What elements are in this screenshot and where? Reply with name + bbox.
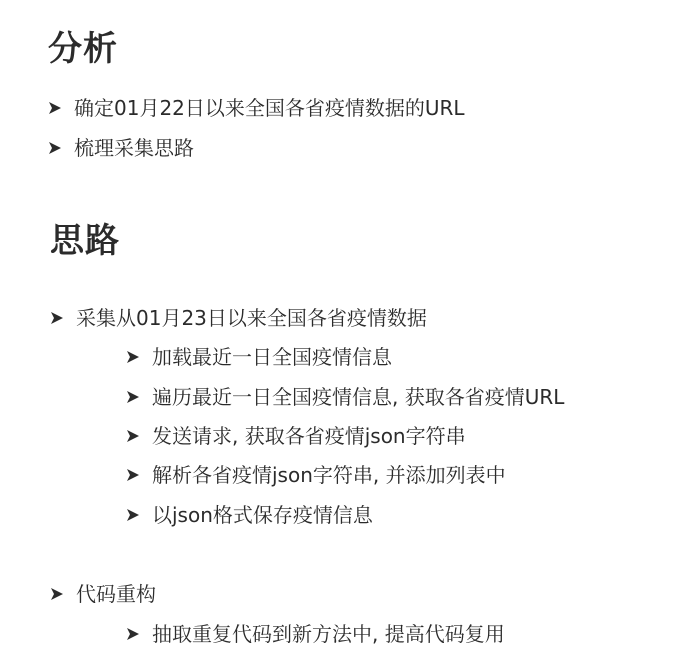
arrow-right-icon	[126, 350, 140, 364]
sub-list-item	[126, 385, 564, 409]
sub-list-item	[126, 345, 392, 369]
list-item	[50, 306, 427, 330]
arrow-right-icon	[126, 429, 140, 443]
arrow-right-icon	[50, 587, 64, 601]
section-title-analysis: 分析	[48, 29, 118, 69]
arrow-right-icon	[48, 101, 62, 115]
list-item-text: 确定01月22日以来全国各省疫情数据的URL	[74, 96, 465, 120]
list-item-text: 梳理采集思路	[74, 136, 194, 160]
arrow-right-icon	[126, 468, 140, 482]
list-item	[48, 136, 194, 160]
sub-list-item-text: 发送请求, 获取各省疫情json字符串	[152, 424, 466, 448]
list-item-text: 代码重构	[76, 582, 156, 606]
sub-list-item-text: 加载最近一日全国疫情信息	[152, 345, 392, 369]
sub-list-item	[126, 503, 373, 527]
sub-list-item-text: 抽取重复代码到新方法中, 提高代码复用	[152, 622, 505, 646]
sub-list-item	[126, 622, 505, 646]
sub-list-item	[126, 463, 506, 487]
arrow-right-icon	[48, 141, 62, 155]
sub-list-item-text: 遍历最近一日全国疫情信息, 获取各省疫情URL	[152, 385, 565, 409]
sub-list-item-text: 解析各省疫情json字符串, 并添加列表中	[152, 463, 506, 487]
arrow-right-icon	[50, 311, 64, 325]
sub-list-item	[126, 424, 466, 448]
arrow-right-icon	[126, 627, 140, 641]
arrow-right-icon	[126, 508, 140, 522]
section-title-approach: 思路	[50, 221, 120, 261]
arrow-right-icon	[126, 390, 140, 404]
list-item	[48, 96, 465, 120]
sub-list-item-text: 以json格式保存疫情信息	[152, 503, 373, 527]
list-item	[50, 582, 156, 606]
list-item-text: 采集从01月23日以来全国各省疫情数据	[76, 306, 427, 330]
